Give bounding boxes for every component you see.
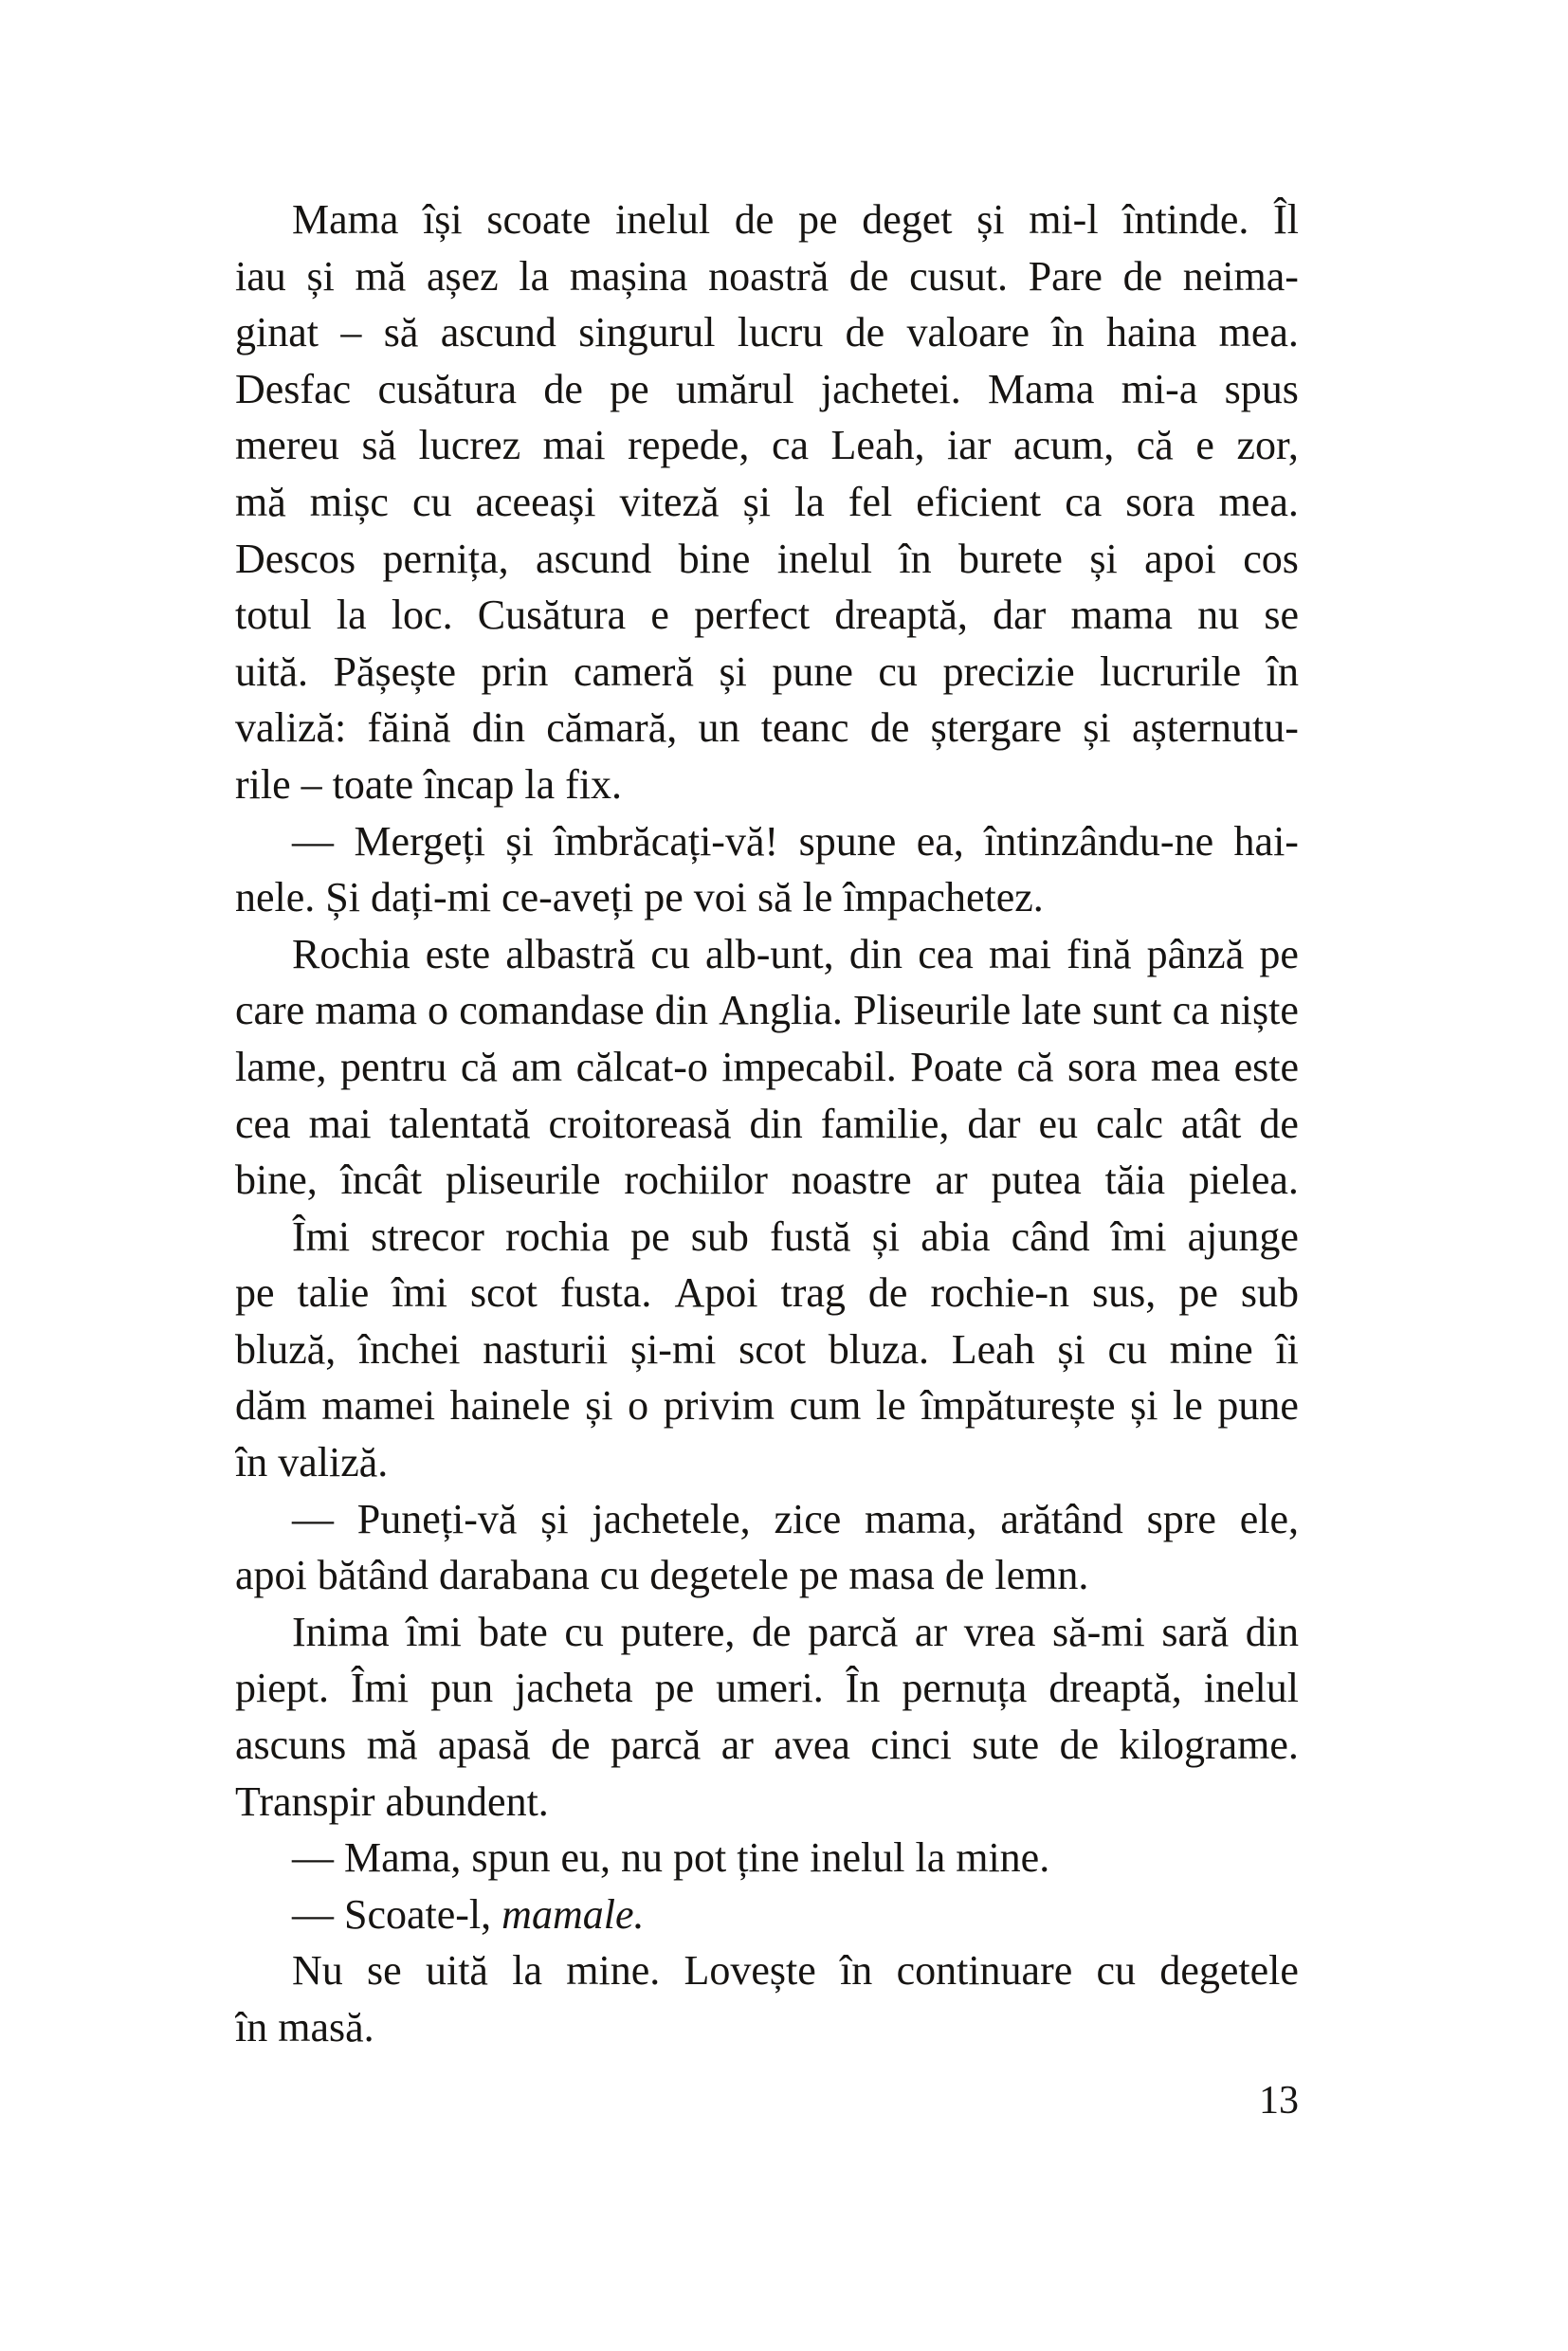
text-line: Îmi strecor rochia pe sub fustă și abia când îmi ajunge xyxy=(292,1212,1299,1260)
text-line: cea mai talentată croitoreasă din familie, dar eu calc atât de xyxy=(235,1100,1299,1147)
text-line-dialogue xyxy=(235,1886,1299,1943)
text-line: piept. Îmi pun jacheta pe umeri. În pernuța dreaptă, inelul xyxy=(235,1665,1299,1712)
text-line: mă mișc cu aceeași viteză și la fel eficient ca sora mea. xyxy=(235,478,1299,525)
text-line: iau și mă așez la mașina noastră de cusut. Pare de neima- xyxy=(235,252,1299,300)
text-line: Mama își scoate inelul de pe deget și mi-l întinde. Îl xyxy=(292,196,1299,243)
body-text-block xyxy=(235,191,1299,2056)
text-line: valiză: făină din cămară, un teanc de ștergare și așternutu- xyxy=(235,704,1299,752)
text-line: Descos pernița, ascund bine inelul în burete și apoi cos xyxy=(235,535,1299,582)
text-line: mereu să lucrez mai repede, ca Leah, iar acum, că e zor, xyxy=(235,422,1299,469)
text-line: bluză, închei nasturii și-mi scot bluza. Leah și cu mine îi xyxy=(235,1325,1299,1373)
text-line: dăm mamei hainele și o privim cum le împăturește și le pune xyxy=(235,1382,1299,1430)
text-line: ginat – să ascund singurul lucru de valoare în haina mea. xyxy=(235,309,1299,356)
text-line: ascuns mă apasă de parcă ar avea cinci sute de kilograme. xyxy=(235,1722,1299,1769)
text-line: apoi bătând darabana cu degetele pe masa de lemn. xyxy=(235,1552,1089,1599)
text-line: rile – toate încap la fix. xyxy=(235,760,623,808)
text-line: Rochia este albastră cu alb-unt, din cea mai fină pânză pe xyxy=(292,930,1299,977)
text-line-dialogue: — Puneți-vă și jachetele, zice mama, arătând spre ele, xyxy=(292,1495,1299,1542)
text-line: Desfac cusătura de pe umărul jachetei. Mama mi-a spus xyxy=(235,365,1299,412)
text-line: Transpir abundent. xyxy=(235,1777,549,1825)
text-line: totul la loc. Cusătura e perfect dreaptă, dar mama nu se xyxy=(235,592,1299,639)
text-line: nele. Și dați-mi ce-aveți pe voi să le împachetez. xyxy=(235,874,1044,921)
text-line: în masă. xyxy=(235,2004,374,2050)
page-number: 13 xyxy=(1259,2078,1299,2123)
text-line: bine, încât pliseurile rochiilor noastre ar putea tăia pielea. xyxy=(235,1157,1299,1204)
italic-word: mamale. xyxy=(501,1890,645,1938)
text-line: care mama o comandase din Anglia. Pliseurile late sunt ca niște xyxy=(235,987,1299,1034)
text-line: în valiză. xyxy=(235,1439,389,1486)
text-line-dialogue: — Mergeți și îmbrăcați-vă! spune ea, întinzându-ne hai- xyxy=(292,817,1299,865)
text-line: lame, pentru că am călcat-o impecabil. Poate că sora mea este xyxy=(235,1043,1299,1090)
text-line: Inima îmi bate cu putere, de parcă ar vrea să-mi sară din xyxy=(292,1608,1299,1655)
text-line: Nu se uită la mine. Lovește în continuare cu degetele xyxy=(292,1947,1299,1995)
text-line-dialogue: — Mama, spun eu, nu pot ține inelul la mine. xyxy=(292,1834,1050,1882)
text-line: uită. Pășește prin cameră și pune cu precizie lucrurile în xyxy=(235,647,1299,695)
text-line: pe talie îmi scot fusta. Apoi trag de rochie-n sus, pe sub xyxy=(235,1269,1299,1317)
dialogue-text: — Scoate-l, xyxy=(292,1890,502,1938)
